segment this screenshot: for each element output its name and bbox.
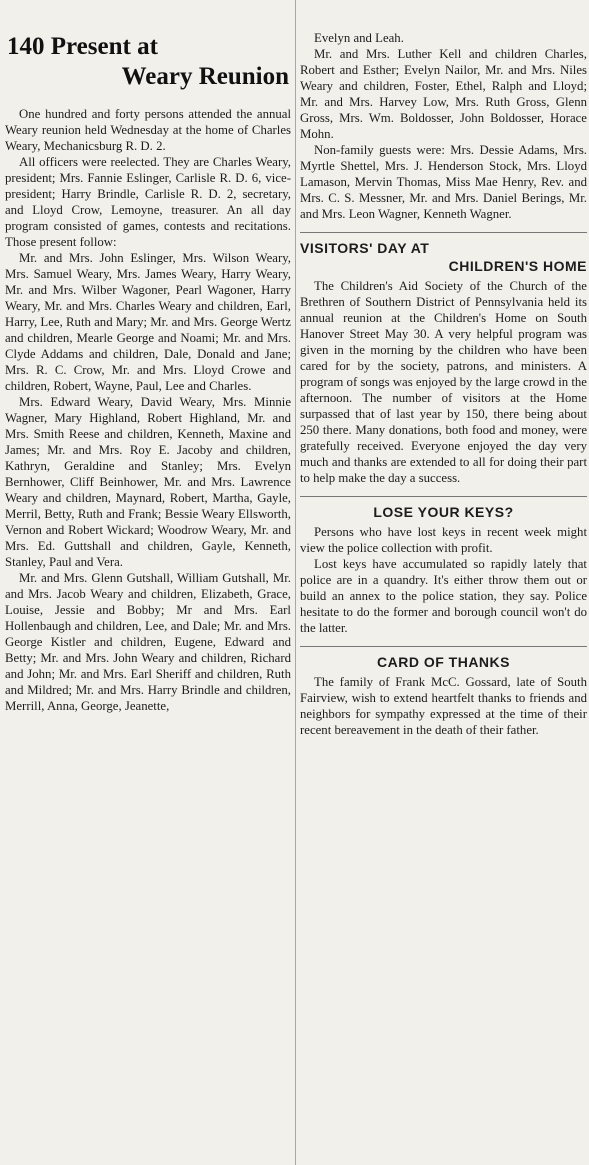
reunion-paragraph-2: All officers were reelected. They are Charles Weary, president; Mrs. Fannie Eslinger, Carlisle R. D. 6, vice-president; Harry Brindle, Carlisle R. D. 2, secretary, and Lloyd Crow, Lemoyne, treasurer. An all day program consisted of games, contests and recitations. Those present follow: xyxy=(5,155,291,249)
card-of-thanks-headline: CARD OF THANKS xyxy=(377,654,510,670)
lose-keys-paragraph-2: Lost keys have accumulated so rapidly lately that police are in a quandry. It's either throw them out or build an annex to the police station, they say. Police hesitate to do the former and borough council won't do the latter. xyxy=(300,557,587,635)
reunion-paragraph-3: Mr. and Mrs. John Eslinger, Mrs. Wilson Weary, Mrs. Samuel Weary, Mrs. James Weary, Harry Weary, Mr. and Mrs. Wilber Wagoner, Pearl Wagoner, Harry Weary, Mr. and Mrs. Charles Weary and children, Earl, Harry, Lee, Ruth and Mary; Mr. and Mrs. George Wertz and children, Mearle George and Noami; Mr. and Mrs. Clyde Addams and children, Dale, Donald and Jane; Mrs. R. C. Crow, Mr. and Mrs. Lloyd Crowe and children, Robert, Wayne, Paul, Lee and Charles. xyxy=(5,251,291,393)
reunion-paragraph-4: Mrs. Edward Weary, David Weary, Mrs. Minnie Wagner, Mary Highland, Robert Highland, Mr. and Mrs. Smith Reese and children, Kenneth, Maxine and James; Mr. and Mrs. Roy E. Jacoby and children, Kathryn, Geraldine and Stanley; Mrs. Evelyn Bernhower, Cliff Beinhower, Mr. and Mrs. Lawrence Weary and children, Maynard, Robert, Martha, Gayle, Merril, Betty, Ruth and Frank; Bessie Weary Ellsworth, Vernon and Robert Wickard; Woodrow Weary, Mr. and Mrs. Ed. Guttshall and children, Gayle, Kenneth, Stanley, Paul and Vera. xyxy=(5,395,291,569)
headline-line-2: Weary Reunion xyxy=(121,63,289,90)
visitors-headline-line-1: VISITORS' DAY AT xyxy=(300,240,430,256)
section-rule xyxy=(300,232,587,233)
visitors-day-headline xyxy=(300,239,587,275)
weary-reunion-headline xyxy=(5,32,291,92)
lose-keys-headline: LOSE YOUR KEYS? xyxy=(373,504,514,520)
reunion-continued-1: Evelyn and Leah. xyxy=(314,31,404,45)
visitors-day-paragraph: The Children's Aid Society of the Church of the Brethren of Southern District of Pennsylvania held its annual reunion at the Children's Home on South Hanover Street May 30. A very helpful program was given in the morning by the children who have been cared for by the society, patrons, and ministers. A program of songs was enjoyed by the large crowd in the afternoon. The number of visitors at the Home surpassed that of last year by 150, there being about 250 there. Many donations, both food and money, were gratefully received. Everyone enjoyed the day very much and thanks are extended to all for doing their part to help make the day a success. xyxy=(300,279,587,485)
reunion-paragraph-5: Mr. and Mrs. Glenn Gutshall, William Gutshall, Mr. and Mrs. Jacob Weary and children, Elizabeth, Grace, Louise, Jessie and Bobby; Mr and Mrs. Earl Hollenbaugh and children, Lee, and Dale; Mr. and Mrs. George Kistler and children, Eugene, Edward and Betty; Mr. and Mrs. John Weary and children, Richard and John; Mr. and Mrs. Earl Sheriff and children, Ruth and Mildred; Mr. and Mrs. Harry Brindle and children, Merrill, Anna, George, Jeanette, xyxy=(5,571,291,713)
section-rule xyxy=(300,646,587,647)
headline-line-1: 140 Present at xyxy=(7,33,158,60)
column-divider xyxy=(295,0,296,1165)
right-column xyxy=(300,30,587,1160)
card-of-thanks-paragraph: The family of Frank McC. Gossard, late of South Fairview, wish to extend heartfelt thanks to friends and neighbors for sympathy expressed at the time of their recent bereavement in the death of their father. xyxy=(300,675,587,737)
reunion-continued-2: Mr. and Mrs. Luther Kell and children Charles, Robert and Esther; Evelyn Nailor, Mr. and Mrs. Niles Weary and children, Foster, Ethel, Ralph and Lloyd; Mr. and Mrs. Harvey Low, Mrs. Ruth Gross, Glenn Gross, Mrs. Wm. Boldosser, John Boldosser, Horace Mohn. xyxy=(300,47,587,141)
visitors-headline-line-2: CHILDREN'S HOME xyxy=(448,258,587,274)
reunion-paragraph-1: One hundred and forty persons attended the annual Weary reunion held Wednesday at the home of Charles Weary, Mechanicsburg R. D. 2. xyxy=(5,107,291,153)
left-column xyxy=(5,30,291,1160)
section-rule xyxy=(300,496,587,497)
lose-keys-paragraph-1: Persons who have lost keys in recent week might view the police collection with profit. xyxy=(300,525,587,555)
reunion-continued-3: Non-family guests were: Mrs. Dessie Adams, Mrs. Myrtle Shettel, Mrs. J. Henderson Stock, Mrs. Lloyd Lamason, Mervin Thomas, Miss Mae Henry, Rev. and Mrs. C. S. Messner, Mr. and Mrs. Daniel Berings, Mr. and Mrs. Leon Wagner, Kenneth Wagner. xyxy=(300,143,587,221)
